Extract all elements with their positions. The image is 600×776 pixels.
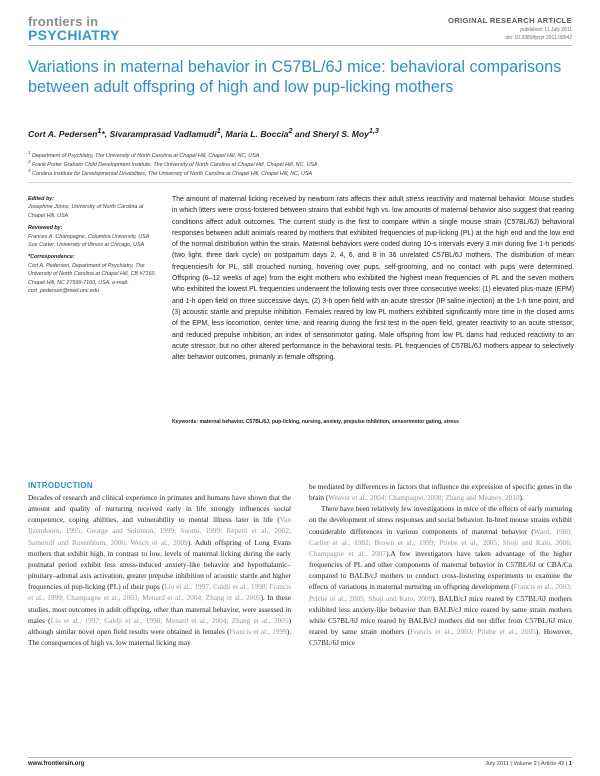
header-divider <box>28 45 572 46</box>
introduction-heading: INTRODUCTION <box>28 481 93 490</box>
article-title: Variations in maternal behavior in C57BL/6J mice: behavioral comparisons between adult offspring of high and low pup-licking mothers <box>28 58 562 96</box>
citation-link[interactable]: Francis et al., 2003; Priebe et al., 2005 <box>410 627 536 637</box>
intro-paragraph-1 <box>28 492 291 648</box>
body-text: There have been relatively few investigations in mice of the effects of early nurturing on the development of stress responses and social behavior. In-bred mouse strains exhibit considerable differences in various components of maternal behavior ( <box>309 504 572 536</box>
correspondence[interactable]: Cort A. Pedersen, Department of Psychiatry, The University of North Carolina at Chapel Hill, CB #7160, Chapel Hill, NC 27599-7160, USA. e-mail: cort_pedersen@med.unc.edu <box>28 262 156 295</box>
author-1[interactable]: Cort A. Pedersen$^1$* <box>28 127 105 139</box>
reviewer-2: Sue Carter, University of Illinois at Chicago, USA <box>28 242 145 249</box>
published-date: published: 11 July 2011 <box>520 27 572 33</box>
journal-logo-line2: PSYCHIATRY <box>28 27 120 43</box>
correspondence-label: *Correspondence: <box>28 254 75 261</box>
affiliation-1: $^1$ Department of Psychiatry, The University of North Carolina at Chapel Hill, Chapel Hill, NC, USA <box>28 150 260 159</box>
citation-link[interactable]: Weaver et al., 2004; Champagne, 2008; Zhang and Meaney, 2010 <box>328 493 520 503</box>
footer-divider <box>28 757 572 758</box>
body-text: ).A few investigators have taken advantage of the higher frequencies of PL and other components of maternal behavior in C57BL/6J or CBA/Ca compared to BALB/cJ mothers to conduct cross-fostering experiments to examine the effects of variations in maternal nurturing on offspring development ( <box>309 548 572 592</box>
intro-paragraph-2 <box>309 503 572 648</box>
affiliation-divider <box>28 182 572 183</box>
citation-link[interactable]: Van Ijzendoorn, 1995; George and Solomon, 1999; Suomi, 1999; Repetti et al., 2002; Samerolf and Rosenblum, 2006; Weich et al., 2009 <box>28 515 291 547</box>
intro-paragraph-1-continued <box>309 481 572 503</box>
keywords: Keywords: maternal behavior, C57BL/6J, pup-licking, nursing, anxiety, prepulse inhibition, sensorimotor gating, stress <box>172 419 459 425</box>
body-text: ). The consequences of high vs. low maternal licking may <box>28 626 291 648</box>
body-text: ). BALB/cJ mice reared by C57BL/6J mothers exhibited less anxiety-like behavior than BALB/cJ mice reared by same strain mothers while C57BL/6J mice reared by BALB/cJ mothers did not differ from C57BL/6J mice reared by same strain mothers ( <box>309 593 572 637</box>
intro-column-2 <box>309 481 572 648</box>
author-3[interactable]: Maria L. Boccia$^2$ <box>225 127 293 139</box>
affiliation-2: $^2$ Frank Porter Graham Child Development Institute, The University of North Carolina at Chapel Hill, Chapel Hill, NC, USA <box>28 159 318 168</box>
doi: doi: 10.3389/fpsyt.2011.00042 <box>505 35 572 41</box>
citation-link[interactable]: Francis et al., 1999 <box>229 626 287 636</box>
body-text: Decades of research and clinical experience in primates and humans have shown that the amount and quality of nurturing received early in life strongly influences social competence, coping abilities, and vulnerability to mental illness later in life ( <box>28 493 291 525</box>
reviewed-by-label: Reviewed by: <box>28 225 63 232</box>
author-4[interactable]: Sheryl S. Moy$^{1,3}$ <box>312 127 379 139</box>
editorial-sidebar <box>28 195 156 295</box>
intro-column-1 <box>28 492 291 648</box>
edited-by-label: Edited by: <box>28 196 55 202</box>
editor: Josephine Johns, University of North Carolina at Chapel Hill, USA <box>28 204 144 219</box>
author-2[interactable]: Sivaramprasad Vadlamudi$^1$ <box>109 127 221 139</box>
reviewer-1: Frances A. Champagne, Columbia University, USA <box>28 233 150 240</box>
body-text: ). <box>519 493 524 503</box>
citation-link[interactable]: Liu et al., 1997; Caldji et al., 1998; Menard et al., 2004; Zhang et al., 2005 <box>50 615 289 625</box>
author-list: Cort A. Pedersen$^1$*, Sivaramprasad Vadlamudi$^1$, Maria L. Boccia$^2$ and Sheryl S. Moy$^{1,3}$ <box>28 127 379 139</box>
body-text: ). In these studies, most outcomes in adult offspring, other than maternal behavior, were assessed in males ( <box>28 593 291 625</box>
footer-website[interactable]: www.frontiersin.org <box>28 761 85 767</box>
citation-link[interactable]: Liu et al., 1997; Caldji et al., 1998; Francis et al., 1999; Champagne et al., 2003; Menard et al., 2004; Zhang et al., 2005 <box>28 582 292 603</box>
body-text: ). Adult offspring of Long Evans mothers that exhibit high, in contrast to low, levels of maternal licking during the early postnatal period exhibit less stress-induced anxiety-like behavior and hypothalamic–pituitary–adrenal axis activation, greater prepulse inhibition of acoustic startle and higher frequencies of pup-licking (PL) of their pups ( <box>28 537 291 592</box>
citation-link[interactable]: Francis et al., 2003; Priebe et al., 2005; Shoji and Kato, 2009 <box>309 582 572 603</box>
body-text: be mediated by differences in factors that influence the expression of specific genes in the brain ( <box>309 482 572 503</box>
footer-info: July 2011 | Volume 2 | Article 42 | 1 <box>485 761 572 767</box>
article-type: ORIGINAL RESEARCH ARTICLE <box>448 16 572 25</box>
abstract: The amount of maternal licking received by newborn rats affects their adult stress reactivity and maternal behavior. Mouse studies in which litters were cross-fostered between strains that exhibit high vs. low amounts of maternal behavior also suggest that rearing conditions affect adult outcomes. The current study is the first to compare within a single mouse strain (C57BL/6J) behavioral responses between adult animals reared by mothers that exhibited frequencies of pup-licking (PL) at the high end and the low end of the normal distribution within the strain. Maternal behaviors were coded during 10-s intervals every 3 min during five 1-h periods (two light, three dark cycle) on postpartum days 2, 4, 6, and 8 in 36 unrelated C57BL/6J mothers. The distribution of mean frequencies/h for PL, still crouched nursing, hovering over pups, self-grooming, and no contact with pups were determined. Offspring (6–12 weeks of age) from the eight mothers who exhibited the highest mean frequencies of PL and the seven mothers who exhibited the lowest PL frequencies underwent the following tests over three consecutive weeks: (1) elevated plus-maze (EPM) and 1-h open field on three successive days, (2) 3-h open field with an acute stressor (IP saline injection) at the 1-h time point, and (3) acoustic startle and prepulse inhibition. Females reared by low PL mothers exhibited significantly more time in the closed arms of the EPM, less locomotion, center time, and rearing during the first test in the open field, greater reactivity to an acute stressor, and reduced prepulse inhibition, an index of sensorimotor gating. Male offspring from low PL dams had reduced reactivity to an acute stressor, but no other altered performance in the behavioral tests. PL frequencies of C57BL/6J mothers appear to selectively alter behavior outcomes, primarily in female offspring. <box>172 196 574 362</box>
journal-logo-line1: frontiers in <box>28 14 99 29</box>
affiliation-3: $^3$ Carolina Institute for Developmental Disabilities, The University of North Carolina at Chapel Hill, Chapel Hill, NC, USA <box>28 168 313 177</box>
body-text: ). However, C57BL/6J mice <box>309 627 572 648</box>
body-text: ) although similar novel open field results were obtained in females ( <box>28 615 291 636</box>
citation-link[interactable]: Ward, 1980; Carlier et al., 1982; Brown et al., 1999; Priebe et al., 2005; Shoji and Kato, 2006; Champagne et al., 2007 <box>309 526 572 558</box>
